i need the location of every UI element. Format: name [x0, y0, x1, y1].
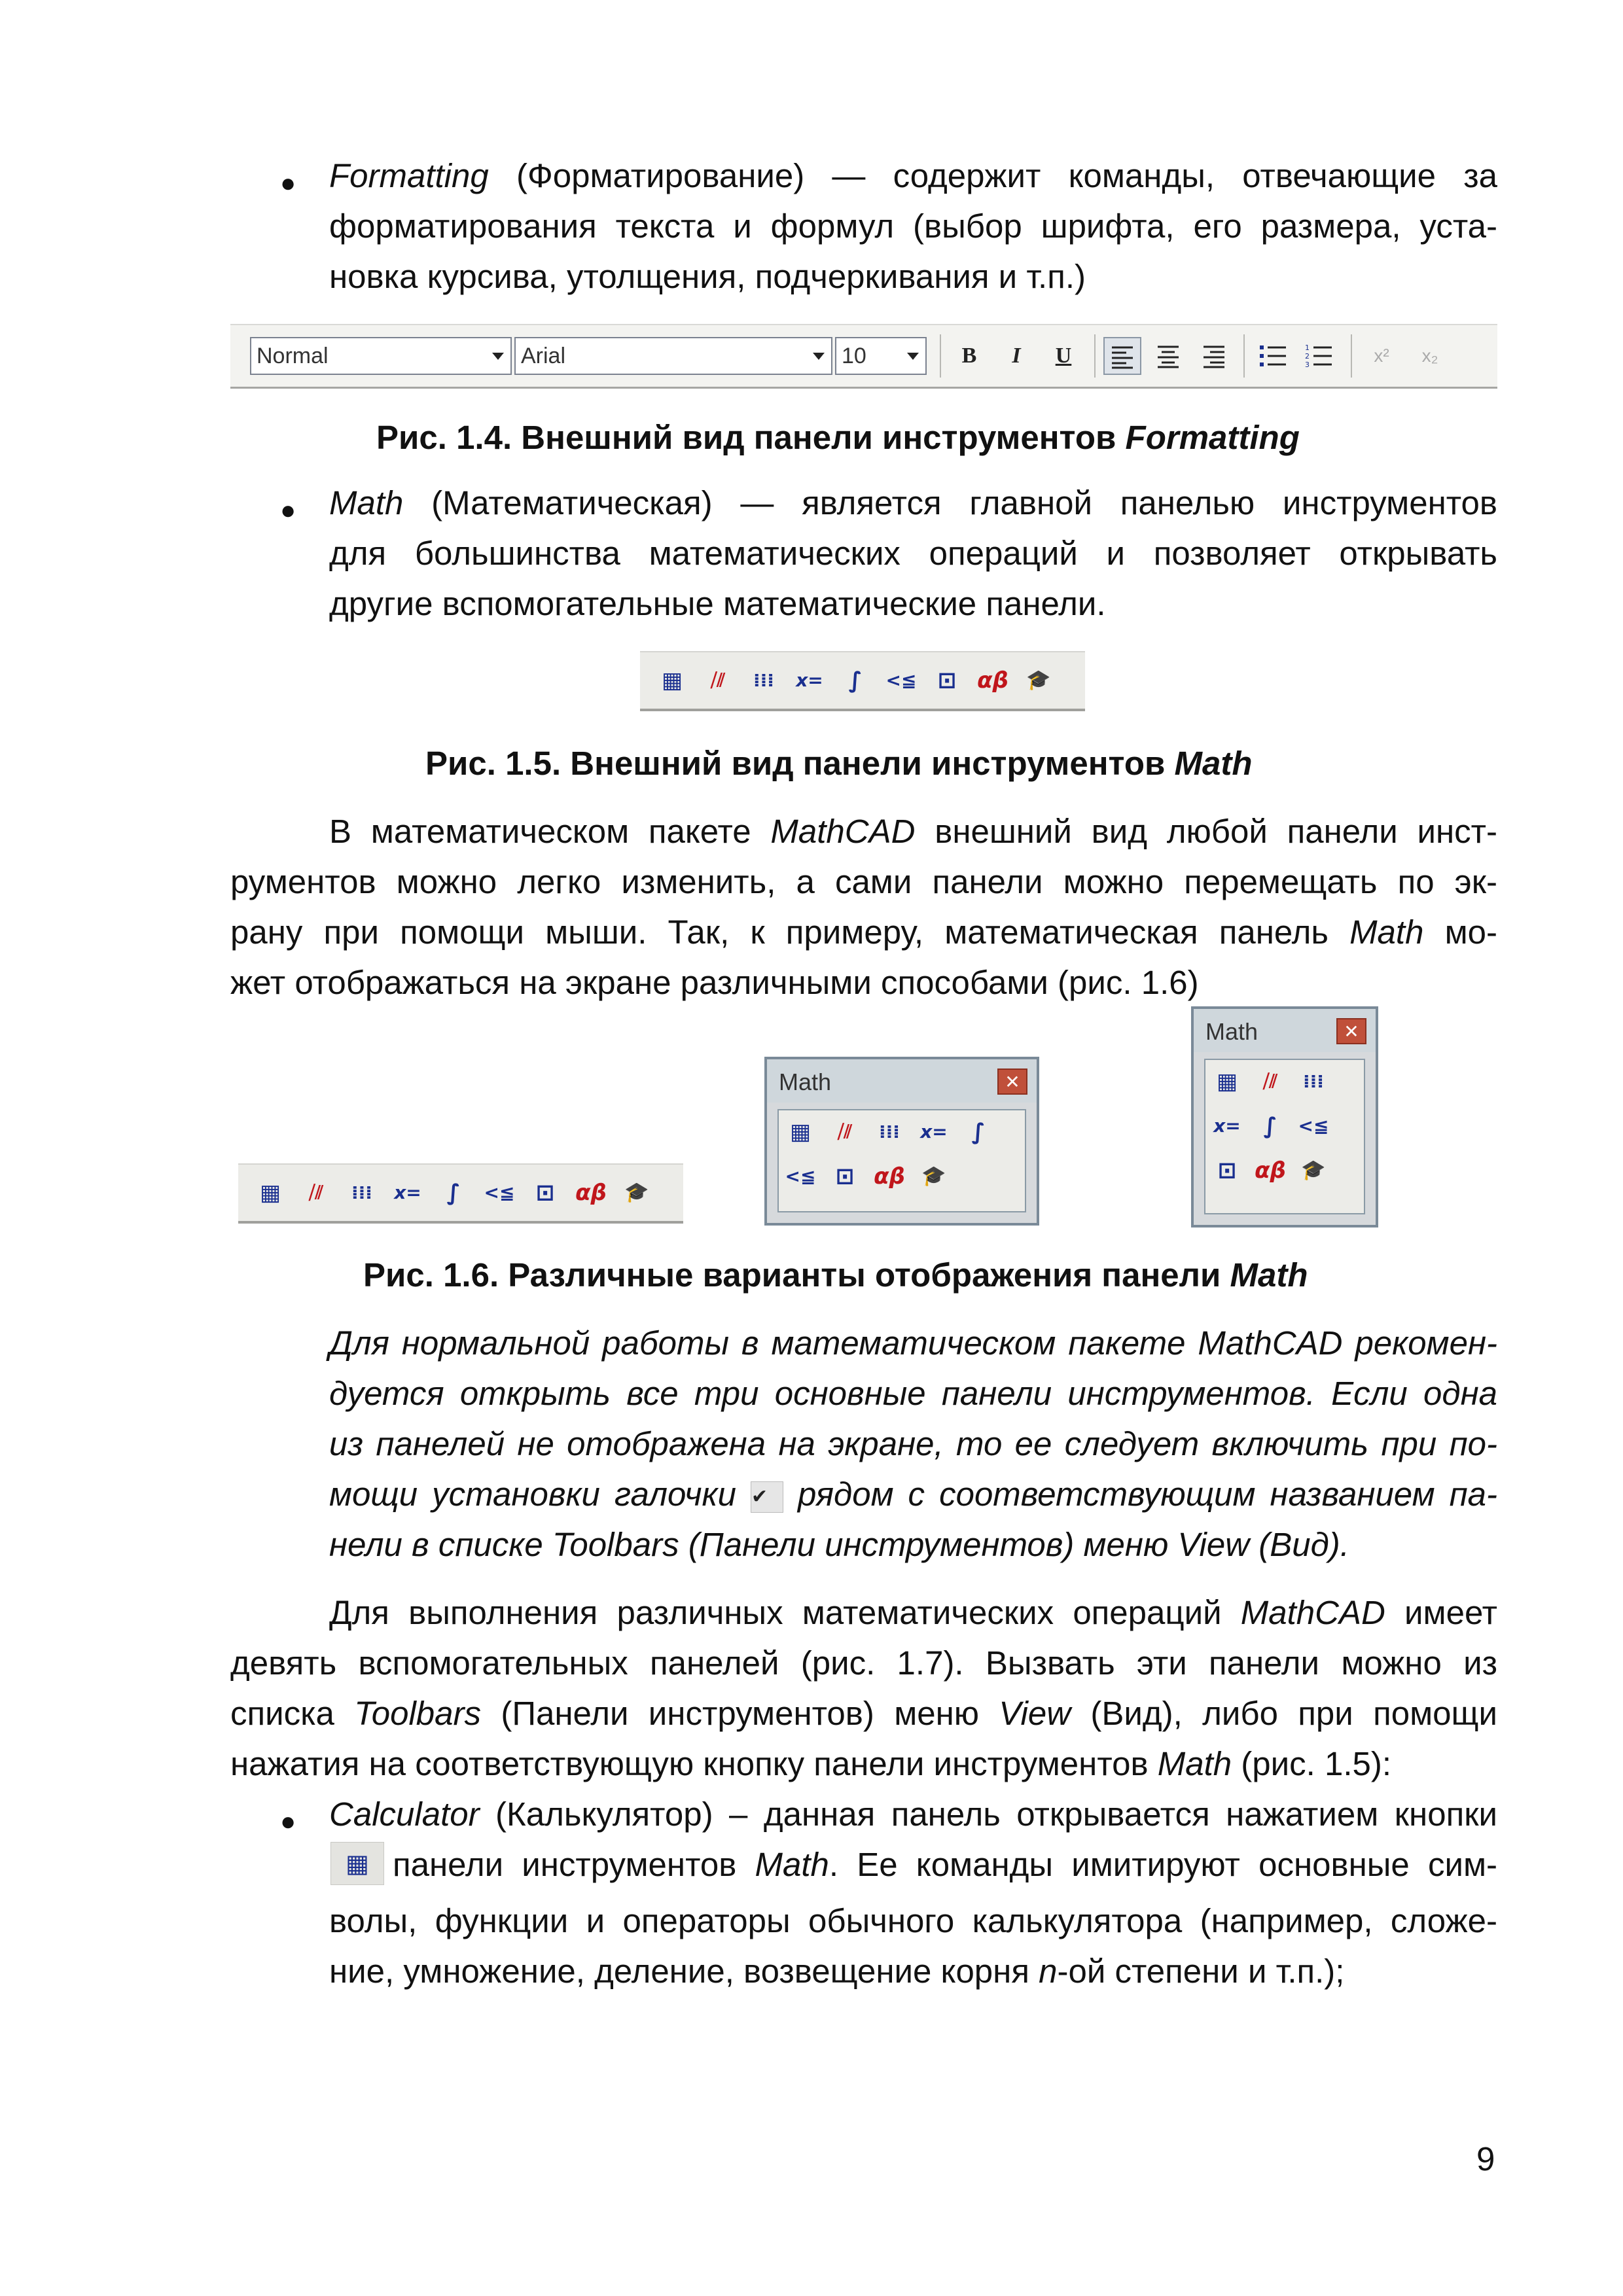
greek-button[interactable]: αβ	[575, 1180, 607, 1206]
panels-para-line-4: нажатия на соответствующую кнопку панели инструментов Math (рис. 1.5):	[230, 1745, 1392, 1782]
boolean-button[interactable]: <≦	[885, 669, 917, 691]
font-size-select[interactable]: 10	[835, 337, 927, 375]
calculator-icon: ▦	[330, 1842, 384, 1885]
math-window-body	[1204, 1059, 1365, 1214]
bold-button[interactable]: B	[961, 344, 977, 368]
align-center-button[interactable]	[1149, 337, 1187, 375]
chevron-down-icon	[907, 353, 919, 360]
calculus-button[interactable]: ∫	[848, 667, 863, 694]
panels-para-line-1: Для выполнения различных математических операций MathCAD имеет	[329, 1594, 1497, 1631]
matrix-button[interactable]: ⁞⁞⁞	[1303, 1070, 1324, 1092]
calculator-line-3: волы, функции и операторы обычного калькулятора (например, сложе-	[329, 1902, 1497, 1939]
graph-button[interactable]: ⧸⫽	[308, 1182, 323, 1203]
close-icon[interactable]: ✕	[997, 1069, 1027, 1095]
formatting-line-1: Formatting (Форматирование) — содержит команды, отвечающие за	[329, 157, 1497, 194]
figure-1-5-caption: Рис. 1.5. Внешний вид панели инструментов Math	[425, 745, 1253, 782]
underline-button[interactable]: U	[1055, 344, 1072, 368]
symbolic-button[interactable]: 🎓	[921, 1165, 946, 1188]
style-select[interactable]: Normal	[250, 337, 512, 375]
math-toolbar-docked	[238, 1163, 683, 1224]
symbolic-button[interactable]: 🎓	[1026, 669, 1051, 692]
note-line-5: нели в списке Toolbars (Панели инструментов) меню View (Вид).	[329, 1526, 1349, 1563]
math-toolbar-fig-1-5	[640, 651, 1085, 711]
graph-button[interactable]: ⧸⫽	[1262, 1070, 1277, 1092]
greek-button[interactable]: αβ	[977, 667, 1008, 694]
calculator-line-2: панели инструментов Math. Ее команды имитируют основные сим-	[393, 1846, 1497, 1883]
note-line-1: Для нормальной работы в математическом пакете MathCAD рекомен-	[329, 1324, 1497, 1362]
evaluation-button[interactable]: x=	[394, 1182, 421, 1203]
mathcad-para-line-1: В математическом пакете MathCAD внешний вид любой панели инст-	[329, 813, 1497, 850]
toolbar-separator	[940, 334, 941, 378]
align-center-icon	[1155, 343, 1181, 369]
italic-button[interactable]: I	[1012, 344, 1021, 368]
bullet-icon: ●	[280, 169, 296, 198]
calculator-line-4: ние, умножение, деление, возвещение корня n-ой степени и т.п.);	[329, 1952, 1345, 1990]
greek-button[interactable]: αβ	[874, 1163, 905, 1190]
window-title-bar[interactable]: Math ✕	[767, 1059, 1037, 1103]
programming-button[interactable]: ⊡	[937, 667, 957, 694]
panels-para-line-2: девять вспомогательных панелей (рис. 1.7). Вызвать эти панели можно из	[230, 1644, 1497, 1682]
checkmark-icon: ✔	[751, 1481, 783, 1513]
svg-text:3: 3	[1305, 361, 1310, 369]
formatting-toolbar	[230, 324, 1497, 389]
calculus-button[interactable]: ∫	[1263, 1113, 1277, 1139]
calculator-button[interactable]: ▦	[1216, 1069, 1238, 1095]
programming-button[interactable]: ⊡	[835, 1163, 855, 1190]
calculator-line-1: Calculator (Калькулятор) – данная панель открывается нажатием кнопки	[329, 1795, 1497, 1833]
figure-1-6-caption: Рис. 1.6. Различные варианты отображения панели Math	[363, 1256, 1308, 1294]
superscript-button[interactable]: x²	[1374, 345, 1389, 366]
matrix-button[interactable]: ⁞⁞⁞	[879, 1121, 900, 1142]
font-select[interactable]: Arial	[514, 337, 832, 375]
numbered-list-icon	[1304, 343, 1333, 369]
matrix-button[interactable]: ⁞⁞⁞	[351, 1182, 372, 1203]
note-line-4: мощи установки галочки ✔ рядом с соответствующим названием па-	[329, 1475, 1497, 1513]
mathcad-para-line-2: рументов можно легко изменить, а сами панели можно перемещать по эк-	[230, 863, 1497, 900]
programming-button[interactable]: ⊡	[535, 1180, 555, 1206]
bullet-list-icon	[1258, 343, 1287, 369]
boolean-button[interactable]: <≦	[1298, 1115, 1329, 1137]
mathcad-para-line-3: рану при помощи мыши. Так, к примеру, математическая панель Math мо-	[230, 913, 1497, 951]
bullet-icon: ●	[280, 496, 296, 525]
formatting-line-3: новка курсива, утолщения, подчеркивания и т.п.)	[329, 258, 1086, 295]
calculus-button[interactable]: ∫	[971, 1119, 986, 1145]
boolean-button[interactable]: <≦	[484, 1182, 515, 1203]
note-line-3: из панелей не отображена на экране, то ее следует включить при по-	[329, 1425, 1497, 1462]
align-left-button[interactable]	[1103, 337, 1141, 375]
toolbar-separator	[1243, 334, 1245, 378]
mathcad-para-line-4: жет отображаться на экране различными способами (рис. 1.6)	[230, 964, 1199, 1001]
math-window-small[interactable]	[1191, 1006, 1378, 1227]
math-window-body	[777, 1109, 1026, 1212]
math-window-medium[interactable]	[764, 1057, 1039, 1226]
evaluation-button[interactable]: x=	[1213, 1115, 1241, 1137]
svg-text:2: 2	[1305, 352, 1310, 361]
graph-button[interactable]: ⧸⫽	[710, 669, 725, 691]
window-title-bar[interactable]: Math ✕	[1194, 1009, 1376, 1052]
calculator-term: Calculator	[329, 1795, 480, 1833]
subscript-button[interactable]: x₂	[1421, 345, 1438, 366]
symbolic-button[interactable]: 🎓	[1301, 1159, 1326, 1182]
calculus-button[interactable]: ∫	[446, 1180, 461, 1206]
chevron-down-icon	[813, 353, 825, 360]
math-line-2: для большинства математических операций и позволяет открывать	[329, 535, 1497, 572]
toolbar-separator	[1351, 334, 1352, 378]
formatting-line-2: форматирования текста и формул (выбор шрифта, его размера, уста-	[329, 207, 1497, 245]
bullet-icon: ●	[280, 1807, 296, 1836]
toolbar-separator	[1094, 334, 1096, 378]
formatting-term: Formatting	[329, 157, 489, 194]
evaluation-button[interactable]: x=	[796, 669, 823, 691]
bullets-button[interactable]	[1254, 337, 1292, 375]
math-line-1: Math (Математическая) — является главной панелью инструментов	[329, 484, 1497, 521]
align-left-icon	[1109, 344, 1135, 370]
graph-button[interactable]: ⧸⫽	[837, 1121, 852, 1142]
align-right-icon	[1201, 343, 1227, 369]
boolean-button[interactable]: <≦	[785, 1165, 816, 1187]
calculator-button[interactable]: ▦	[259, 1180, 281, 1206]
page-number: 9	[1476, 2140, 1495, 2178]
numbering-button[interactable]	[1300, 337, 1338, 375]
greek-button[interactable]: αβ	[1255, 1157, 1286, 1184]
calculator-button[interactable]: ▦	[661, 667, 683, 694]
calculator-button[interactable]: ▦	[789, 1119, 812, 1145]
svg-text:1: 1	[1305, 344, 1310, 352]
align-right-button[interactable]	[1195, 337, 1233, 375]
panels-para-line-3: списка Toolbars (Панели инструментов) меню View (Вид), либо при помощи	[230, 1695, 1497, 1732]
matrix-button[interactable]: ⁞⁞⁞	[753, 669, 774, 691]
note-line-2: дуется открыть все три основные панели инструментов. Если одна	[329, 1375, 1497, 1412]
figure-1-4-caption: Рис. 1.4. Внешний вид панели инструментов Formatting	[376, 419, 1300, 456]
math-term: Math	[329, 484, 404, 521]
evaluation-button[interactable]: x=	[920, 1121, 948, 1142]
chevron-down-icon	[492, 353, 504, 360]
math-line-3: другие вспомогательные математические панели.	[329, 585, 1106, 622]
programming-button[interactable]: ⊡	[1217, 1157, 1237, 1184]
symbolic-button[interactable]: 🎓	[624, 1181, 649, 1204]
close-icon[interactable]: ✕	[1336, 1018, 1366, 1044]
